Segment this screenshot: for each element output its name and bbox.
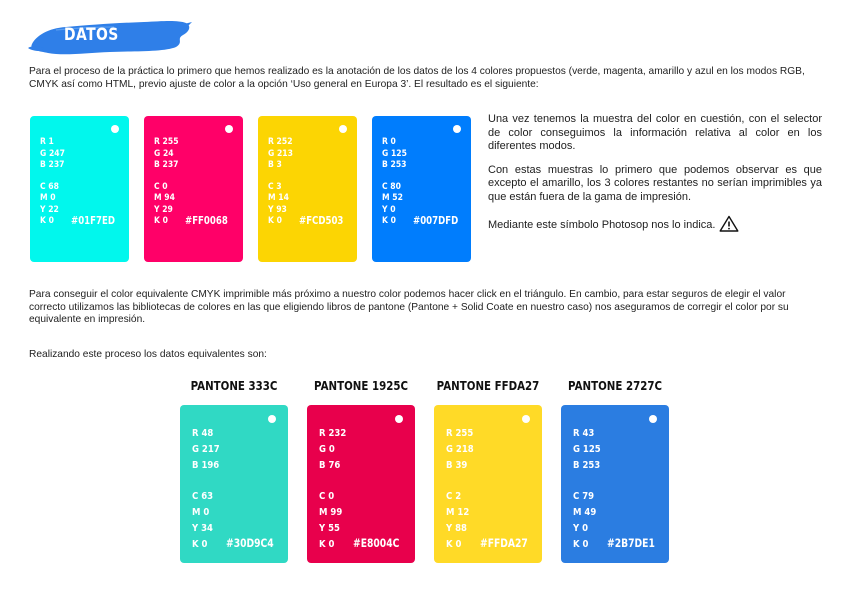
side-paragraph-3-text: Mediante este símbolo Photosop nos lo indica. — [488, 218, 716, 231]
intro-paragraph: Para el proceso de la práctica lo primero que hemos realizado es la anotación de los datos de los 4 colores propuestos (verde, magenta, amarillo y azul en los modos RGB, CMYK así como HTML, previo ajuste de color a la opción ‘Uso general en Europa 3’. El resultado es el siguiente: — [29, 66, 805, 90]
color-card-dot — [395, 415, 403, 423]
side-paragraph-3 — [488, 215, 822, 233]
color-card-y-value: Y 0 — [573, 523, 589, 535]
color-card-g-value: G 24 — [154, 148, 174, 159]
color-card-b-value: B 237 — [154, 160, 179, 170]
color-card-m-value: M 49 — [573, 507, 597, 519]
color-card-k-value: K 0 — [268, 216, 282, 227]
color-card-r-value: R 48 — [192, 428, 214, 439]
color-card-hex-value: #007DFD — [413, 214, 459, 228]
color-card-g-value: G 0 — [319, 444, 335, 455]
color-card-r-value: R 43 — [573, 428, 595, 439]
color-card-k-value: K 0 — [446, 539, 462, 551]
color-card-dot — [649, 415, 657, 423]
color-card-dot — [225, 125, 233, 133]
color-card-k-value: K 0 — [573, 539, 589, 551]
color-card-c-value: C 63 — [192, 491, 214, 503]
color-card — [561, 405, 669, 563]
color-card-hex-value: #FCD503 — [299, 214, 344, 228]
color-card-g-value: G 217 — [192, 444, 220, 455]
side-paragraph-2: Con estas muestras lo primero que podemos observar es que excepto el amarillo, los 3 colores restantes no serían imprimibles ya que están fuera de la gama de impresión. — [488, 163, 822, 203]
color-card — [144, 116, 243, 262]
color-card-m-value: M 52 — [382, 193, 403, 204]
color-card — [434, 405, 542, 563]
color-card-hex-value: #FFDA27 — [480, 536, 528, 551]
color-card-m-value: M 14 — [268, 193, 289, 204]
color-card-r-value: R 252 — [268, 137, 293, 147]
color-card-b-value: B 253 — [382, 160, 407, 170]
pantone-title: PANTONE 1925C — [314, 378, 408, 393]
color-card-c-value: C 2 — [446, 491, 462, 503]
color-card-g-value: G 125 — [382, 148, 407, 159]
color-card-r-value: R 255 — [446, 428, 474, 439]
color-card-m-value: M 12 — [446, 507, 470, 519]
color-card-g-value: G 125 — [573, 444, 601, 455]
page-title: DATOS — [64, 25, 119, 45]
color-card-c-value: C 80 — [382, 181, 401, 192]
color-card-c-value: C 79 — [573, 491, 595, 503]
color-card-y-value: Y 29 — [154, 204, 173, 215]
color-card-g-value: G 218 — [446, 444, 474, 455]
color-card-b-value: B 3 — [268, 160, 282, 170]
pantone-title: PANTONE 333C — [190, 378, 278, 393]
color-card-r-value: R 255 — [154, 137, 179, 147]
color-card-y-value: Y 22 — [40, 204, 59, 215]
color-card-m-value: M 99 — [319, 507, 343, 519]
color-card-b-value: B 253 — [573, 460, 601, 471]
color-card-dot — [522, 415, 530, 423]
color-card-k-value: K 0 — [154, 216, 168, 227]
color-card-c-value: C 68 — [40, 181, 59, 192]
color-card-b-value: B 237 — [40, 160, 65, 170]
color-card-k-value: K 0 — [192, 539, 208, 551]
color-card-y-value: Y 88 — [446, 523, 467, 535]
color-card-dot — [111, 125, 119, 133]
color-card-r-value: R 1 — [40, 137, 54, 147]
color-card — [258, 116, 357, 262]
color-card-g-value: G 247 — [40, 148, 65, 159]
color-card-m-value: M 0 — [192, 507, 210, 519]
pantone-title: PANTONE 2727C — [568, 378, 662, 393]
color-card-hex-value: #30D9C4 — [226, 536, 274, 551]
color-card-hex-value: #E8004C — [353, 536, 400, 551]
color-card-b-value: B 196 — [192, 460, 220, 471]
equivalent-data-intro: Realizando este proceso los datos equivalentes son: — [29, 349, 267, 360]
color-card-c-value: C 0 — [319, 491, 335, 503]
color-card-r-value: R 232 — [319, 428, 347, 439]
pantone-title: PANTONE FFDA27 — [436, 378, 540, 393]
color-card — [180, 405, 288, 563]
color-card-y-value: Y 34 — [192, 523, 213, 535]
color-card-c-value: C 0 — [154, 181, 168, 192]
color-card-m-value: M 94 — [154, 193, 175, 204]
side-description — [488, 113, 822, 232]
color-card-g-value: G 213 — [268, 148, 293, 159]
color-card-b-value: B 76 — [319, 460, 341, 471]
color-card-hex-value: #FF0068 — [185, 214, 228, 228]
side-paragraph-1: Una vez tenemos la muestra del color en cuestión, con el selector de color conseguimos la información relativa al color en los diferentes modos. — [488, 113, 822, 153]
color-card-k-value: K 0 — [382, 216, 396, 227]
color-card — [307, 405, 415, 563]
color-card — [30, 116, 129, 262]
color-card-c-value: C 3 — [268, 181, 282, 192]
color-card-dot — [339, 125, 347, 133]
color-card-y-value: Y 0 — [382, 204, 396, 215]
color-card-b-value: B 39 — [446, 460, 468, 471]
warning-triangle-icon — [719, 215, 739, 232]
color-card — [372, 116, 471, 262]
pantone-explanation-paragraph: Para conseguir el color equivalente CMYK imprimible más próximo a nuestro color podemos hacer click en el triángulo. En cambio, para estar seguros de elegir el valor correcto utilizamos las bibliotecas de colores en las que eligiendo libros de pantone (Pantone + Solid Coate en nuestro caso) nos aseguramos de corregir el color por su equivalente en impresión. — [29, 289, 789, 325]
color-card-y-value: Y 55 — [319, 523, 340, 535]
color-card-dot — [453, 125, 461, 133]
color-card-hex-value: #2B7DE1 — [607, 536, 655, 551]
color-card-r-value: R 0 — [382, 137, 396, 147]
color-card-dot — [268, 415, 276, 423]
color-card-y-value: Y 93 — [268, 204, 287, 215]
color-card-k-value: K 0 — [40, 216, 54, 227]
color-card-m-value: M 0 — [40, 193, 56, 204]
color-card-hex-value: #01F7ED — [71, 214, 115, 228]
color-card-k-value: K 0 — [319, 539, 335, 551]
